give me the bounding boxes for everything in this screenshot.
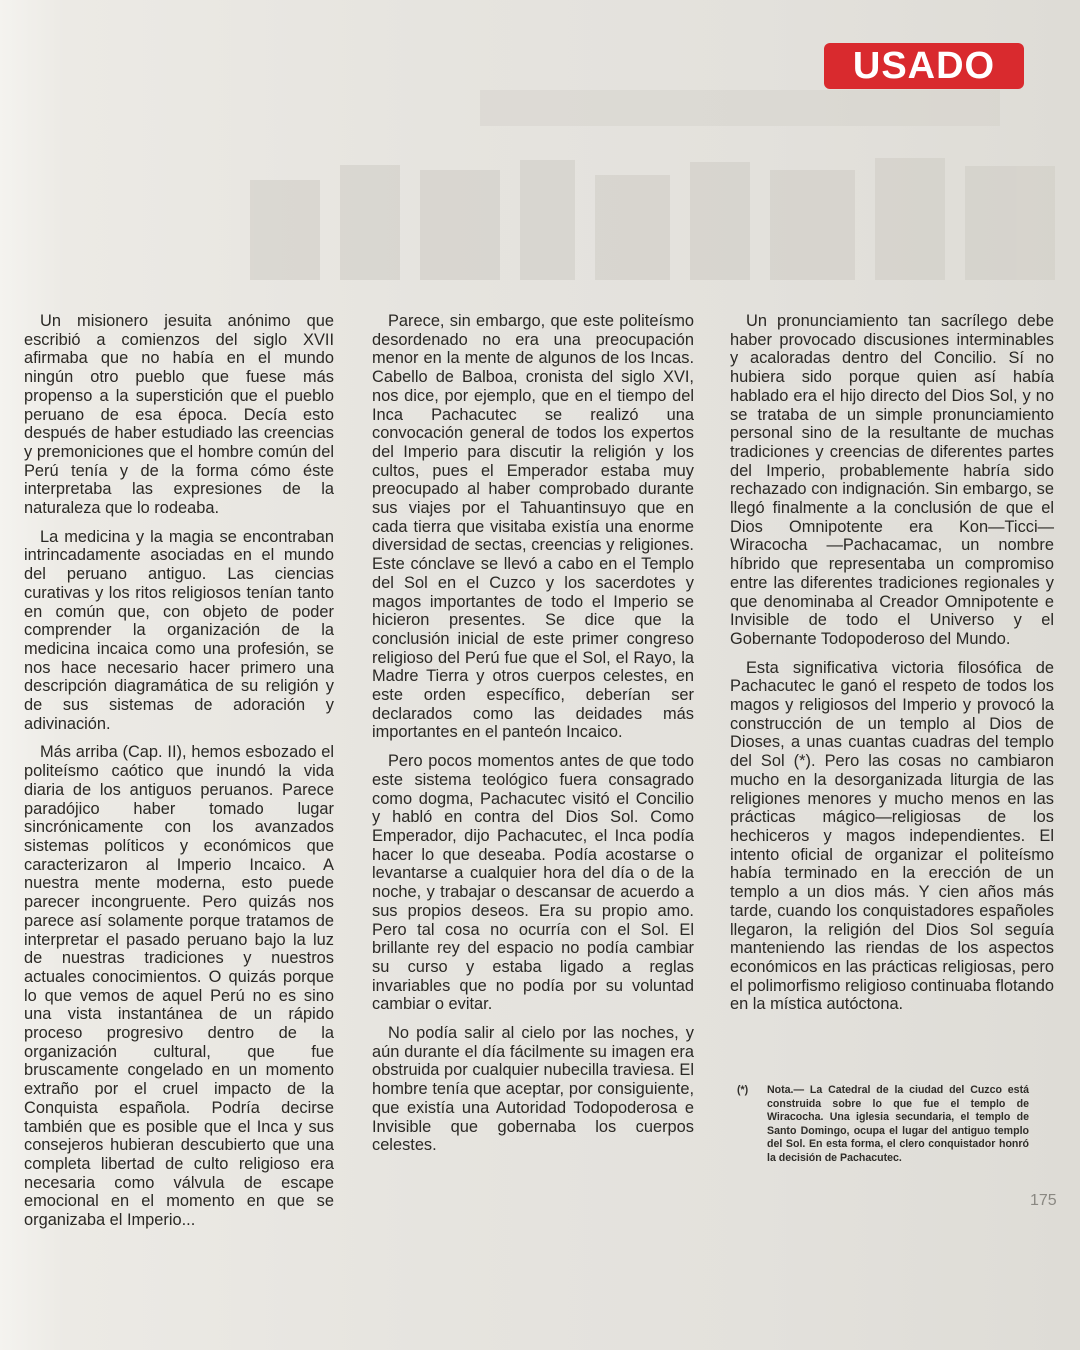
footnote-text: Nota.— La Catedral de la ciudad del Cuzco está construida sobre lo que fue el templo de Wiracocha. Una iglesia secundaria, el templo de Santo Domingo, ocupa el lugar del antiguo templo del Sol. En esta forma, el clero conquistador honró la decisión de Pachacutec. — [767, 1084, 1029, 1164]
paragraph: Un pronunciamiento tan sacrílego debe haber provocado discusiones interminables y acaloradas dentro del Concilio. Sí no hubiera sido porque quien así había hablado era el hijo directo del Dios Sol, y no se trataba de un simple pronunciamiento personal sino de la resultante de muchas tradiciones y creencias de diferentes partes del Imperio, probablemente habría sido rechazado con indignación. Sin embargo, se llegó finalmente a la conclusión de que el Dios Omnipotente era Kon—Ticci—Wiracocha —Pachacamac, un nombre híbrido que representaba un compromiso entre las diferentes tradiciones regionales y que denominaba al Creador Omnipotente e Invisible de todo el Universo y el Gobernante Todopoderoso del Mundo. — [730, 312, 1054, 648]
footnote — [737, 1084, 1029, 1165]
used-badge — [824, 43, 1024, 89]
used-badge-label: USADO — [852, 44, 996, 87]
paragraph: Más arriba (Cap. II), hemos esbozado el politeísmo caótico que inundó la vida diaria de los antiguos peruanos. Parece paradójico haber tomado lugar sincrónicamente con los avanzados sistemas políticos y económicos que caracterizaron al Imperio Incaico. A nuestra mente moderna, esto puede parecer incongruente. Pero quizás nos parece así solamente porque tratamos de interpretar el pasado peruano bajo la luz de nuestras tradiciones y nuestros actuales conocimientos. O quizás porque lo que vemos de aquel Perú no es sino una vista instantánea de un rápido proceso progresivo dentro de la organización cultural, que fue bruscamente congelado en un momento extraño por el cruel impacto de la Conquista española. Podría decirse también que es posible que el Inca y sus consejeros hubieran descubierto que una completa libertad de culto religioso era necesaria como válvula de escape emocional en el momento en que se organizaba el Imperio... — [24, 743, 334, 1230]
paragraph: Parece, sin embargo, que este politeísmo desordenado no era una preocupación menor en la mente de algunos de los Incas. Cabello de Balboa, cronista del siglo XVI, nos dice, por ejemplo, que en el tiempo del Inca Pachacutec se realizó una convocación general de todos los expertos del Imperio para discutir la religión y los cultos, pues el Emperador estaba muy preocupado al haber comprobado durante sus viajes por el Tahuantinsuyo que en cada tierra que visitaba existía una enorme diversidad de sectas, creencias y religiones. Este cónclave se llevó a cabo en el Templo del Sol en el Cuzco y los sacerdotes y magos importantes de todo el Imperio se hicieron presentes. Se dice que la conclusión inicial de este primer congreso religioso del Perú fue que el Sol, el Rayo, la Madre Tierra y otros cuerpos celestes, en este orden específico, deberían ser declarados como las deidades más importantes en el panteón Incaico. — [372, 312, 694, 742]
paragraph: Esta significativa victoria filosófica de Pachacutec le ganó el respeto de todos los magos y religiosos del Imperio y provocó la construcción de un templo al Dios de Dioses, a unas cuantas cuadras del templo del Sol (*). Pero las cosas no cambiaron mucho en la desorganizada liturgia de las religiones menores y mucho menos en las prácticas mágico—religiosas de los hechiceros y magos independientes. El intento oficial de organizar el politeísmo había terminado en la erección de un templo a un dios más. Y cien años más tarde, cuando los conquistadores españoles llegaron, la religión del Dios Sol seguía manteniendo las riendas de los aspectos económicos en las prácticas religiosas, pero el polimorfismo religioso continuaba flotando en la mística autóctona. — [730, 658, 1054, 1014]
footnote-mark: (*) — [737, 1084, 749, 1096]
text-column-right — [730, 312, 1054, 1024]
text-column-middle — [372, 312, 694, 1165]
paragraph: La medicina y la magia se encontraban intrincadamente asociadas en el mundo del peruano antiguo. Las ciencias curativas y los ritos religiosos tenían tanto en común que, con objeto de poder comprender la organización de la medicina incaica como una profesión, se nos hace necesario hacer primero una descripción diagramática de su religión y de sus sistemas de adoración y adivinación. — [24, 527, 334, 733]
paragraph: No podía salir al cielo por las noches, y aún durante el día fácilmente su imagen era obstruida por cualquier nubecilla traviesa. El hombre tenía que aceptar, por consiguiente, que existía una Autoridad Todopoderosa e Invisible que gobernaba los cuerpos celestes. — [372, 1024, 694, 1155]
text-column-left — [24, 312, 334, 1240]
paragraph: Pero pocos momentos antes de que todo este sistema teológico fuera consagrado como dogma, Pachacutec visitó el Concilio y habló en contra del Dios Sol. Como Emperador, dijo Pachacutec, el Inca podía hacer lo que deseaba. Podía acostarse o levantarse a cualquier hora del día o de la noche, y trabajar o descansar de acuerdo a sus propios deseos. Era su propio amo. Pero tal cosa no ocurría con el Sol. El brillante rey del espacio no podía cambiar su curso y estaba ligado a reglas invariables que no podía por su voluntad cambiar o evitar. — [372, 752, 694, 1014]
page-number: 175 — [1030, 1192, 1057, 1209]
show-through-heading-texture — [230, 70, 1080, 290]
paragraph: Un misionero jesuita anónimo que escribió a comienzos del siglo XVII afirmaba que no había en el mundo ningún otro pueblo que fuese más propenso a la superstición que el pueblo peruano de esa época. Decía esto después de haber estudiado las creencias y premoniciones que el hombre común del Perú tenía y de la forma cómo éste interpretaba las expresiones de la naturaleza que lo rodeaba. — [24, 312, 334, 518]
